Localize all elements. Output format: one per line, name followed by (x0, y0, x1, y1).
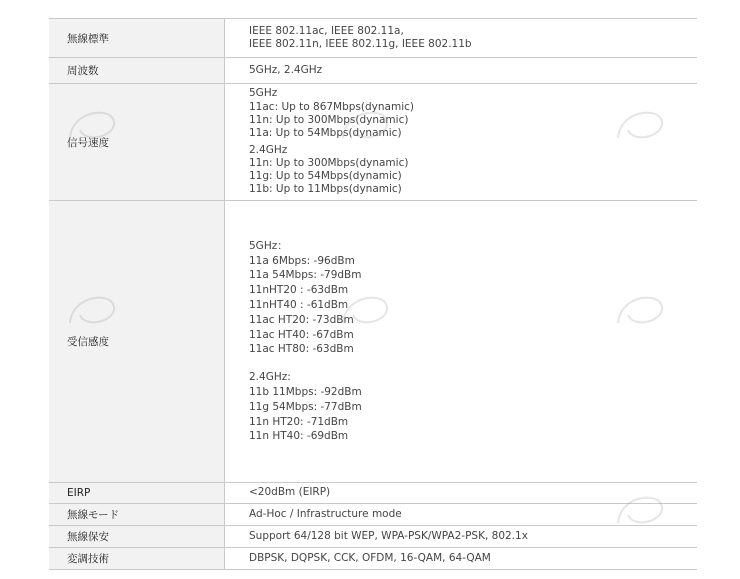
spec-value (225, 19, 697, 57)
spec-line: 11n: Up to 300Mbps(dynamic) (249, 113, 409, 126)
spec-label: 周波数 (49, 58, 225, 83)
spec-line: 11a 54Mbps: -79dBm (249, 269, 362, 282)
spec-line: 11a: Up to 54Mbps(dynamic) (249, 127, 402, 140)
spec-line: DBPSK, DQPSK, CCK, OFDM, 16-QAM, 64-QAM (249, 551, 491, 564)
spec-line: IEEE 802.11ac, IEEE 802.11a, (249, 24, 404, 37)
spec-value (225, 548, 697, 569)
spec-line: 2.4GHz (249, 143, 288, 156)
spec-row-modulation (49, 548, 697, 570)
spec-line: 5GHz： (249, 239, 288, 252)
spec-label: 無線標準 (49, 19, 225, 57)
spec-line: 5GHz (249, 87, 278, 100)
spec-line: 11b: Up to 11Mbps(dynamic) (249, 183, 402, 196)
spec-line: 11b 11Mbps: -92dBm (249, 385, 362, 398)
spec-value (225, 201, 697, 482)
spec-row-sensitivity (49, 201, 697, 483)
spec-value (225, 504, 697, 525)
spec-label: EIRP (49, 483, 225, 503)
spec-line: 11a 6Mbps: -96dBm (249, 254, 355, 267)
spec-line: <20dBm (EIRP) (249, 486, 331, 499)
spec-label: 信号速度 (49, 84, 225, 200)
spec-line: 11n HT20: -71dBm (249, 415, 349, 428)
spec-line: 11ac HT40: -67dBm (249, 328, 354, 341)
spec-row-wireless-mode (49, 504, 697, 526)
spec-label: 変調技術 (49, 548, 225, 569)
spec-line: 11g: Up to 54Mbps(dynamic) (249, 170, 402, 183)
spec-row-signal-rate (49, 84, 697, 201)
spec-row-frequency (49, 58, 697, 84)
spec-row-wireless-security (49, 526, 697, 548)
spec-line: 5GHz, 2.4GHz (249, 63, 323, 76)
spec-value (225, 84, 697, 200)
spec-row-eirp (49, 483, 697, 504)
spec-label: 受信感度 (49, 201, 225, 482)
spec-line: IEEE 802.11n, IEEE 802.11g, IEEE 802.11b (249, 38, 472, 50)
spec-line: 11n: Up to 300Mbps(dynamic) (249, 156, 409, 169)
spec-line: 11g 54Mbps: -77dBm (249, 400, 362, 413)
spec-line: 2.4GHz: (249, 371, 291, 384)
spec-table (49, 18, 697, 570)
spec-value (225, 483, 697, 503)
spec-line: 11nHT40 : -61dBm (249, 299, 349, 311)
spec-line: Ad-Hoc / Infrastructure mode (249, 507, 402, 520)
spec-value (225, 526, 697, 547)
spec-line: 11n HT40: -69dBm (249, 430, 349, 443)
spec-value (225, 58, 697, 83)
spec-line: 11ac: Up to 867Mbps(dynamic) (249, 100, 414, 113)
spec-line: 11ac HT80: -63dBm (249, 343, 354, 356)
spec-label: 無線保安 (49, 526, 225, 547)
spec-line: 11ac HT20: -73dBm (249, 313, 354, 326)
spec-line: 11nHT20 : -63dBm (249, 284, 349, 297)
spec-label: 無線モード (49, 504, 225, 525)
spec-line: Support 64/128 bit WEP, WPA-PSK/WPA2-PSK, 802.1x (249, 529, 528, 542)
spec-row-wireless-standard (49, 19, 697, 58)
